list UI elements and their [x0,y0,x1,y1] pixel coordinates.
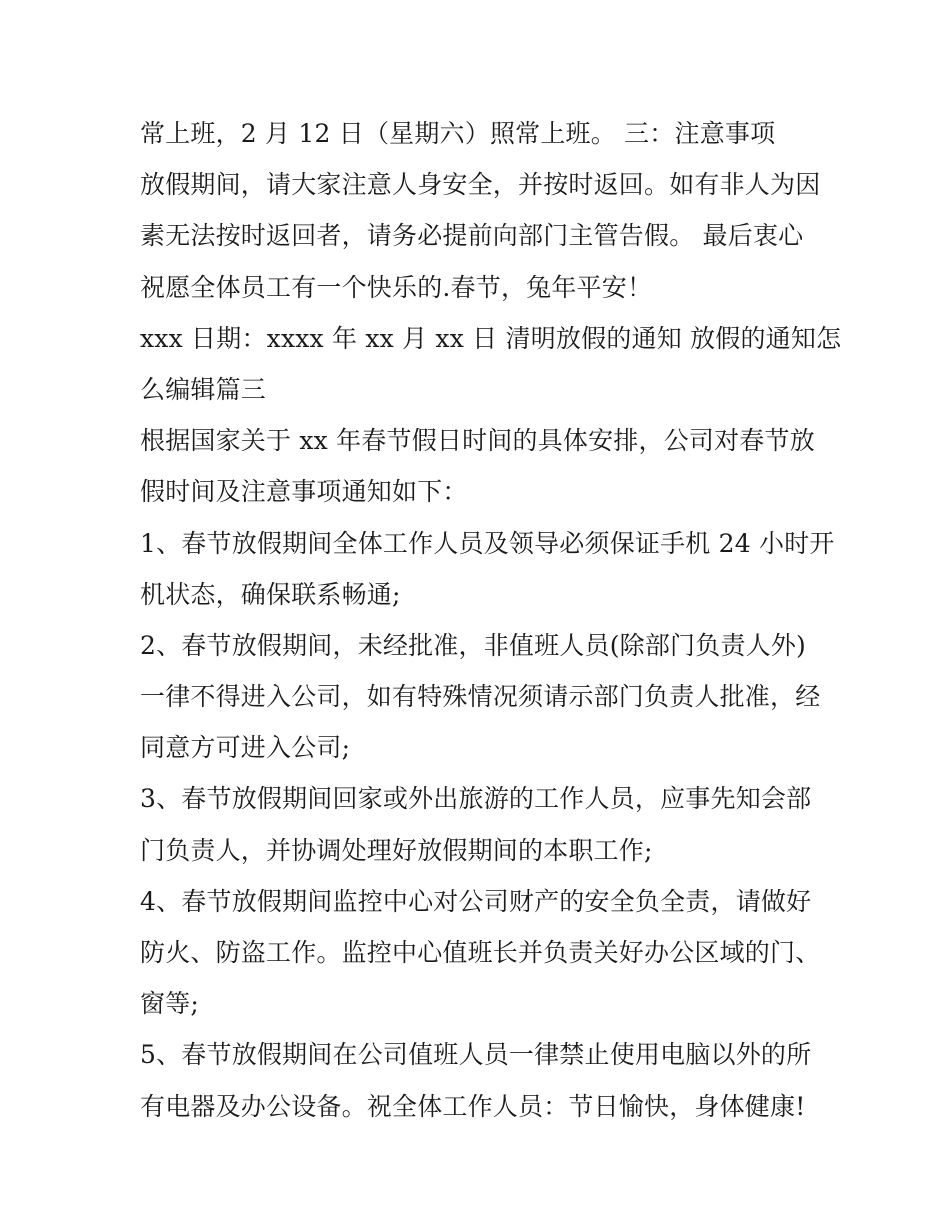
text-line: 5、春节放假期间在公司值班人员一律禁止使用电脑以外的所 [140,1040,812,1070]
text-line: 祝愿全体员工有一个快乐的.春节，兔年平安！ [140,272,653,302]
text-line: 1、春节放假期间全体工作人员及领导必须保证手机 24 小时开 [140,528,835,558]
text-line: 么编辑篇三 [140,374,267,404]
text-line: 门负责人，并协调处理好放假期间的本职工作; [140,835,653,865]
text-line: 根据国家关于 xx 年春节假日时间的具体安排，公司对春节放 [140,426,815,456]
text-line: 3、春节放假期间回家或外出旅游的工作人员，应事先知会部 [140,784,812,814]
text-line: 一律不得进入公司，如有特殊情况须请示部门负责人批准，经 [140,682,821,712]
document-page [140,108,842,1132]
text-line: 窗等; [140,989,200,1019]
text-line: 假时间及注意事项通知如下： [140,477,468,507]
text-line: 2、春节放假期间，未经批准，非值班人员(除部门负责人外) [140,630,807,660]
text-line: 素无法按时返回者，请务必提前向部门主管告假。 最后衷心 [140,221,804,251]
text-line: 同意方可进入公司; [140,733,351,763]
text-line: 有电器及办公设备。祝全体工作人员：节日愉快，身体健康! [140,1091,806,1121]
text-line: 4、春节放假期间监控中心对公司财产的安全负全责，请做好 [140,886,812,916]
text-line: 常上班，2 月 12 日（星期六）照常上班。 三：注意事项 [140,119,776,148]
text-line: 防火、防盗工作。监控中心值班长并负责关好办公区域的门、 [140,938,821,967]
text-line: 机状态，确保联系畅通; [140,579,401,609]
text-line: xxx 日期：xxxx 年 xx 月 xx 日 清明放假的通知 放假的通知怎 [140,323,842,353]
text-line: 放假期间，请大家注意人身安全，并按时返回。如有非人为因 [140,170,821,200]
